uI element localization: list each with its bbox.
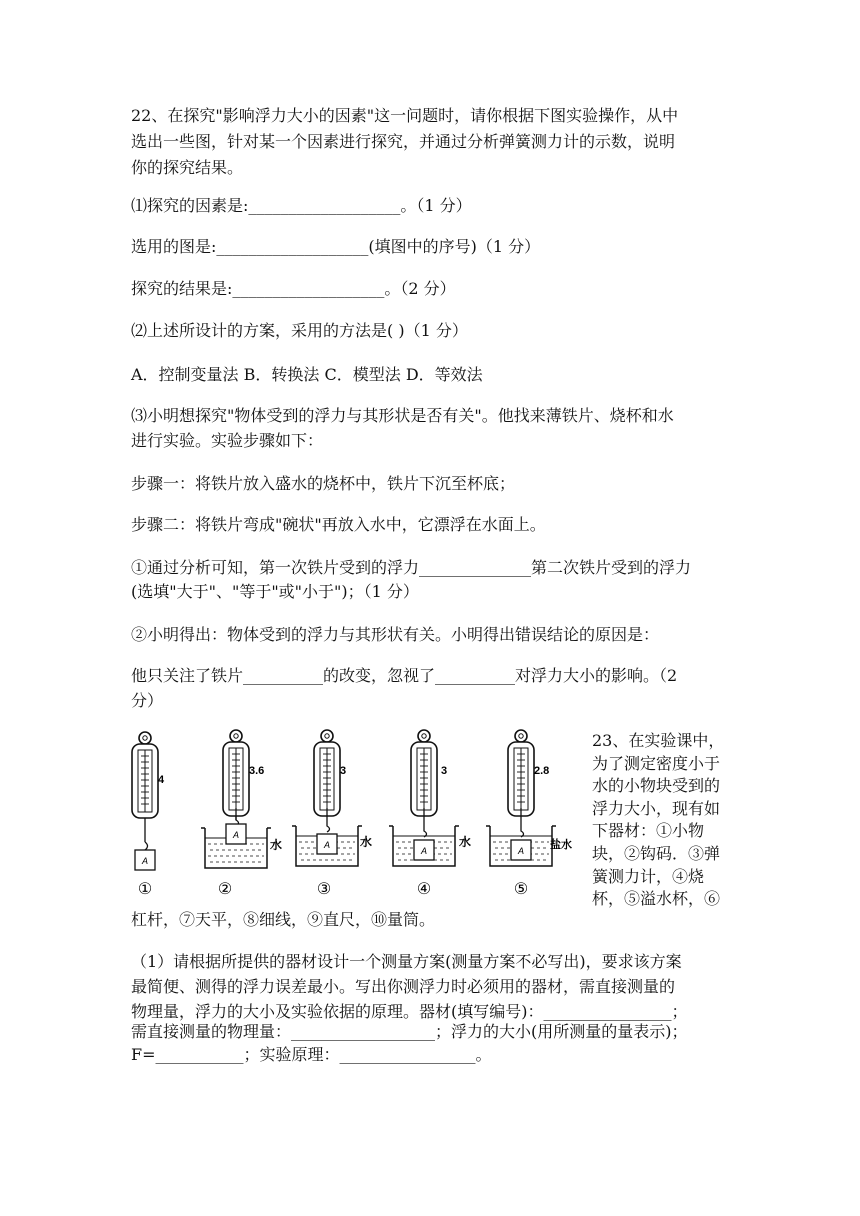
q23-side-line: 下器材：①小物	[592, 821, 705, 841]
figure-number-3: ③	[316, 879, 332, 898]
reading-3: 3	[340, 765, 347, 777]
spring-scale-2	[223, 730, 249, 816]
setup-1	[132, 732, 165, 898]
figure-number-4: ④	[416, 879, 432, 898]
block-mark-2: A	[232, 830, 240, 840]
q23-side-line: 浮力大小，现有如	[592, 798, 721, 818]
q22-part3-intro-2: 进行实验。实验步骤如下：	[131, 431, 324, 450]
figure-number-2: ②	[217, 879, 233, 898]
reading-4: 3	[441, 765, 448, 777]
q22-part3-step2: 步骤二：将铁片弯成"碗状"再放入水中，它漂浮在水面上。	[131, 515, 546, 534]
q22-part3-c-1: 他只关注了铁片__________的改变，忽视了__________对浮力大小的影响。（2	[131, 666, 678, 685]
q22-part3-intro-1: ⑶小明想探究"物体受到的浮力与其形状是否有关"。他找来薄铁片、烧杯和水	[131, 406, 674, 425]
liquid-label-3: 水	[360, 835, 373, 849]
block-mark-3: A	[323, 840, 331, 850]
q23-part1-line-2: 最简便、测得的浮力误差最小。写出你测浮力时必须用的器材，需直接测量的	[131, 977, 676, 996]
q22-part2-options: A．控制变量法 B．转换法 C．模型法 D．等效法	[131, 365, 483, 384]
figure-number-1: ①	[137, 879, 153, 898]
q23-side-line: 块，②钩码．③弹	[592, 843, 721, 863]
q23-side-line: 簧测力计，④烧	[592, 866, 705, 886]
liquid-label-2: 水	[270, 838, 283, 852]
q23-side-line: 23、在实验课中，	[592, 731, 725, 750]
setup-3	[292, 730, 372, 898]
setup-4	[389, 730, 471, 898]
q22-part3-step1: 步骤一：将铁片放入盛水的烧杯中，铁片下沉至杯底；	[131, 474, 516, 493]
q22-intro-line-2: 选出一些图，针对某一个因素进行探究，并通过分析弹簧测力计的示数，说明	[131, 132, 676, 151]
setup-2	[201, 730, 282, 898]
q22-part3-a-1: ①通过分析可知，第一次铁片受到的浮力______________第二次铁片受到的浮力	[131, 558, 692, 577]
q22-intro-line-3: 你的探究结果。	[131, 158, 244, 177]
q23-side-line: 为了测定密度小于	[592, 753, 721, 773]
q22-part3-a-2: (选填"大于"、"等于"或"小于")；（1 分）	[131, 582, 419, 601]
q22-part1-result: 探究的结果是:___________________。（2 分）	[131, 279, 456, 298]
q22-part3-b: ②小明得出：物体受到的浮力与其形状有关。小明得出错误结论的原因是：	[131, 625, 660, 644]
q23-part1-line-3: 物理量，浮力的大小及实验依据的原理。器材(填写编号)：________________；	[131, 1002, 688, 1021]
reading-5: 2.8	[534, 765, 550, 777]
q22-part2-question: ⑵上述所设计的方案，采用的方法是( )（1 分）	[131, 321, 468, 340]
block-mark-5: A	[517, 846, 525, 856]
q22-part3-c-2: 分）	[131, 691, 164, 710]
q22-part1-factor: ⑴探究的因素是:___________________。（1 分）	[131, 196, 472, 215]
spring-scale-5	[508, 730, 534, 816]
block-mark-4: A	[420, 846, 428, 856]
figure-number-5: ⑤	[513, 879, 529, 898]
reading-1: 4	[158, 774, 165, 786]
q22-part1-figures: 选用的图是:___________________(填图中的序号)（1 分）	[131, 237, 541, 256]
liquid-label-5: 盐水	[550, 839, 572, 851]
q23-side-line: 水的小物块受到的	[592, 776, 721, 796]
spring-scale-1	[132, 732, 158, 818]
q22-intro-line-1: 22、在探究"影响浮力大小的因素"这一问题时，请你根据下图实验操作，从中	[131, 106, 679, 125]
q23-side-text	[592, 730, 742, 911]
q23-part1-line-4: 需直接测量的物理量：__________________；浮力的大小(用所测量的量表示)；	[131, 1022, 688, 1041]
block-mark-1: A	[141, 856, 149, 866]
setup-5	[486, 730, 572, 898]
experiment-figure	[128, 728, 583, 898]
q23-side-line: 杯，⑤溢水杯，⑥	[592, 889, 721, 909]
liquid-label-4: 水	[459, 835, 472, 849]
spring-scale-3	[314, 730, 340, 816]
q23-equipment-continued: 杠杆，⑦天平，⑧细线，⑨直尺，⑩量筒。	[131, 910, 436, 929]
q23-part1-line-1: （1）请根据所提供的器材设计一个测量方案(测量方案不必写出)，要求该方案	[131, 952, 682, 971]
reading-2: 3.6	[249, 765, 265, 777]
q23-part1-line-5: F=___________；实验原理：_________________。	[131, 1045, 492, 1064]
spring-scale-4	[411, 730, 437, 816]
